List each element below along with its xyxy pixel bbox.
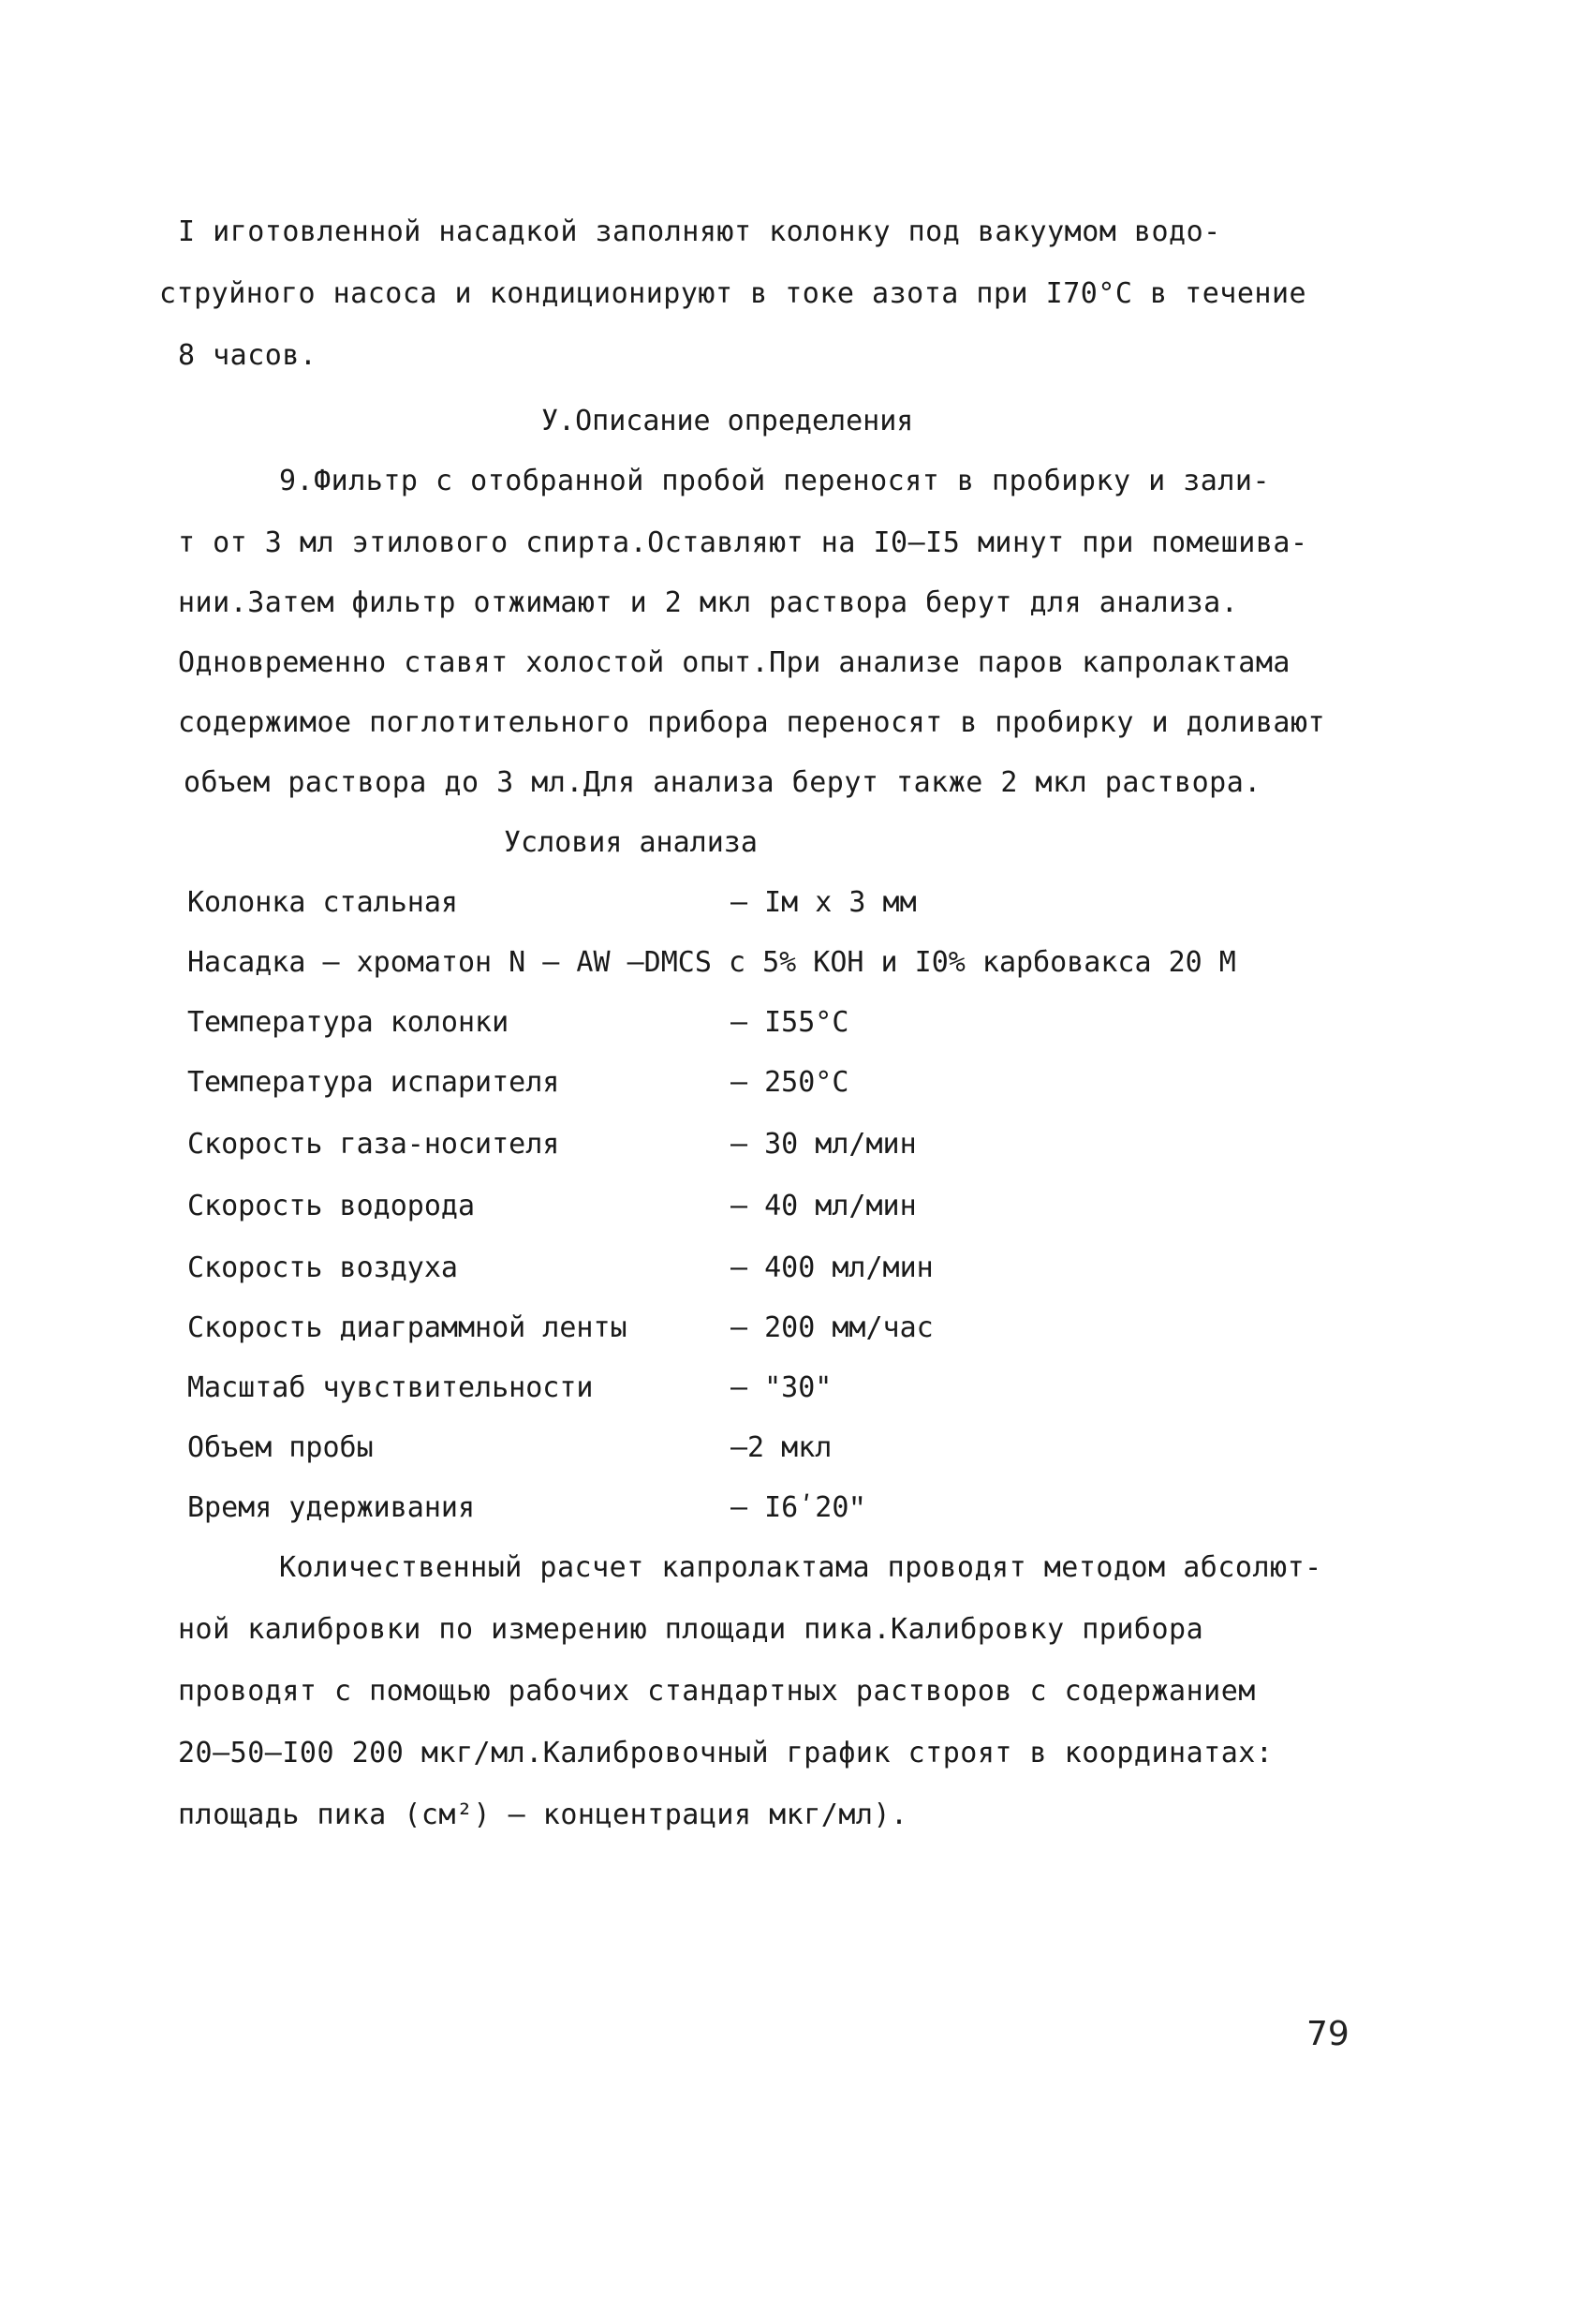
condition-label: Скорость водорода: [187, 1190, 476, 1222]
condition-value: – 30 мл/мин: [730, 1128, 917, 1161]
intro-line-2: струйного насоса и кондиционируют в токе азота при I70°С в течение: [159, 277, 1307, 310]
condition-value: – 200 мм/час: [730, 1311, 934, 1344]
packing-line: Насадка – хроматон N – AW –DMCS с 5% КОН и I0% карбовакса 20 М: [187, 946, 1236, 979]
condition-label: Температура испарителя: [187, 1066, 560, 1099]
quant-line-4: 20–50–I00 200 мкг/мл.Калибровочный график строят в координатах:: [178, 1737, 1274, 1769]
condition-label: Температура колонки: [187, 1006, 509, 1039]
section-heading: У.Описание определения: [541, 405, 914, 437]
page-number-footer: 79: [1306, 2015, 1350, 2053]
condition-label: Масштаб чувствительности: [187, 1371, 594, 1404]
condition-value: – "30": [730, 1371, 833, 1404]
para9-line-5: содержимое поглотительного прибора переносят в пробирку и доливают: [178, 706, 1326, 739]
quant-line-3: проводят с помощью рабочих стандартных растворов с содержанием: [178, 1675, 1256, 1708]
condition-label: Время удерживания: [187, 1491, 476, 1524]
condition-value: – Iм х 3 мм: [730, 886, 917, 919]
para9-line-6: объем раствора до 3 мл.Для анализа берут также 2 мкл раствора.: [184, 766, 1261, 799]
condition-label: Скорость диаграммной ленты: [187, 1311, 627, 1344]
quant-line-5: площадь пика (см²) – концентрация мкг/мл).: [178, 1799, 908, 1831]
condition-label: Скорость газа-носителя: [187, 1128, 560, 1161]
condition-value: – 250°С: [730, 1066, 849, 1099]
quant-line-1: Количественный расчет капролактама проводят методом абсолют-: [279, 1551, 1322, 1584]
para9-line-1: 9.Фильтр с отобранной пробой переносят в пробирку и зали-: [279, 465, 1271, 497]
condition-value: –2 мкл: [730, 1431, 833, 1464]
para9-line-2: т от 3 мл этилового спирта.Оставляют на I0–I5 минут при помешива-: [178, 526, 1308, 559]
condition-value: – 400 мл/мин: [730, 1251, 934, 1284]
condition-label: Колонка стальная: [187, 886, 458, 919]
para9-line-4: Одновременно ставят холостой опыт.При анализе паров капролактама: [178, 646, 1291, 679]
quant-line-2: ной калибровки по измерению площади пика.Калибровку прибора: [178, 1613, 1204, 1646]
intro-line-1: I иготовленной насадкой заполняют колонку под вакуумом водо-: [178, 215, 1221, 248]
conditions-heading: Условия анализа: [504, 826, 758, 859]
condition-value: – I6ʹ20ʺ: [730, 1491, 866, 1524]
para9-line-3: нии.Затем фильтр отжимают и 2 мкл раствора берут для анализа.: [178, 586, 1239, 619]
condition-value: – I55°С: [730, 1006, 849, 1039]
condition-label: Скорость воздуха: [187, 1251, 458, 1284]
condition-value: – 40 мл/мин: [730, 1190, 917, 1222]
condition-label: Объем пробы: [187, 1431, 374, 1464]
intro-line-3: 8 часов.: [178, 339, 317, 372]
